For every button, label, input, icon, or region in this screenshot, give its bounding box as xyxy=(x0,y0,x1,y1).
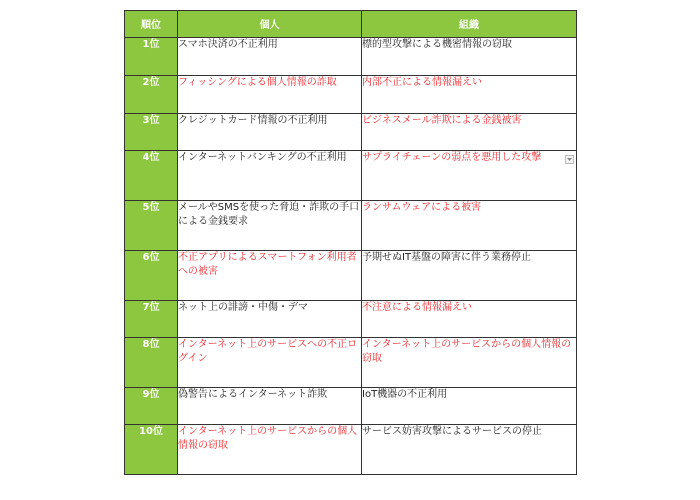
organization-threat-cell: 内部不正による情報漏えい xyxy=(362,76,577,114)
individual-threat-cell: 不正アプリによるスマートフォン利用者への被害 xyxy=(178,251,362,301)
organization-threat-cell: インターネット上のサービスからの個人情報の窃取 xyxy=(362,338,577,388)
table-row xyxy=(125,114,577,151)
individual-threat-cell: インターネット上のサービスからの個人情報の窃取 xyxy=(178,425,362,475)
organization-threat-cell: ビジネスメール詐欺による金銭被害 xyxy=(362,114,577,151)
rank-cell: 4位 xyxy=(125,151,178,201)
dropdown-filter-icon[interactable] xyxy=(565,155,574,164)
organization-column-header: 組織 xyxy=(362,11,577,38)
organization-threat-cell: 標的型攻撃による機密情報の窃取 xyxy=(362,38,577,76)
rank-cell: 10位 xyxy=(125,425,178,475)
organization-threat-text: サプライチェーンの弱点を悪用した攻撃 xyxy=(362,152,542,163)
rank-cell: 1位 xyxy=(125,38,178,76)
table-header xyxy=(125,11,577,38)
rank-column-header: 順位 xyxy=(125,11,178,38)
table-row xyxy=(125,388,577,425)
organization-threat-cell: ランサムウェアによる被害 xyxy=(362,201,577,251)
table-row xyxy=(125,76,577,114)
organization-threat-cell: IoT機器の不正利用 xyxy=(362,388,577,425)
organization-threat-cell: 予期せぬIT基盤の障害に伴う業務停止 xyxy=(362,251,577,301)
individual-threat-cell: メールやSMSを使った脅迫・詐欺の手口による金銭要求 xyxy=(178,201,362,251)
table-row xyxy=(125,425,577,475)
individual-threat-cell: 偽警告によるインターネット詐欺 xyxy=(178,388,362,425)
table-row xyxy=(125,251,577,301)
header-row xyxy=(125,11,577,38)
rank-cell: 8位 xyxy=(125,338,178,388)
table-row xyxy=(125,338,577,388)
individual-column-header: 個人 xyxy=(178,11,362,38)
individual-threat-cell: インターネットバンキングの不正利用 xyxy=(178,151,362,201)
threat-ranking-table xyxy=(124,10,577,475)
rank-cell: 2位 xyxy=(125,76,178,114)
rank-cell: 6位 xyxy=(125,251,178,301)
rank-cell: 5位 xyxy=(125,201,178,251)
organization-threat-cell xyxy=(362,151,577,201)
table-body xyxy=(125,38,577,475)
rank-cell: 7位 xyxy=(125,301,178,338)
organization-threat-cell: 不注意による情報漏えい xyxy=(362,301,577,338)
table-row xyxy=(125,38,577,76)
individual-threat-cell: クレジットカード情報の不正利用 xyxy=(178,114,362,151)
rank-cell: 3位 xyxy=(125,114,178,151)
table-row xyxy=(125,301,577,338)
individual-threat-cell: フィッシングによる個人情報の詐取 xyxy=(178,76,362,114)
table-row xyxy=(125,151,577,201)
individual-threat-cell: スマホ決済の不正利用 xyxy=(178,38,362,76)
organization-threat-cell: サービス妨害攻撃によるサービスの停止 xyxy=(362,425,577,475)
rank-cell: 9位 xyxy=(125,388,178,425)
individual-threat-cell: ネット上の誹謗・中傷・デマ xyxy=(178,301,362,338)
table-row xyxy=(125,201,577,251)
individual-threat-cell: インターネット上のサービスへの不正ログイン xyxy=(178,338,362,388)
